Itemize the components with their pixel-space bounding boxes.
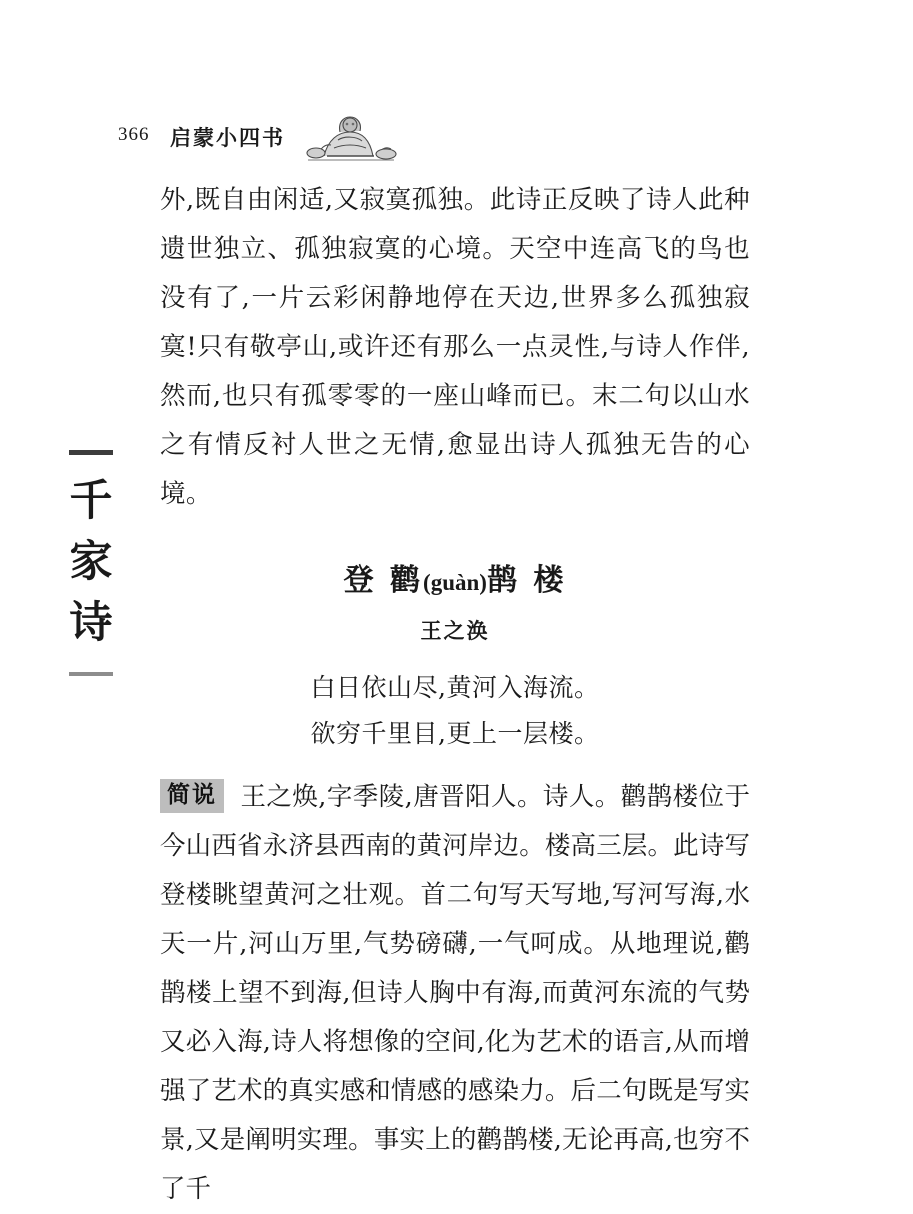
page-number: 366 — [118, 124, 150, 145]
poem-title-prefix: 登 鹳 — [343, 563, 424, 598]
series-char-2: 家 — [69, 537, 113, 588]
series-char-1: 千 — [69, 476, 113, 526]
poem-body — [160, 665, 750, 757]
series-title-vertical — [55, 471, 127, 654]
poem-title-suffix: 鹊 楼 — [486, 563, 567, 598]
poem-title — [160, 555, 750, 599]
poem-line-1: 白日依山尽,黄河入海流。 — [310, 673, 600, 702]
side-rule-bottom — [69, 672, 113, 676]
poem-author: 王之涣 — [420, 618, 490, 643]
side-rule-top — [69, 450, 113, 455]
scholar-illustration-icon — [294, 110, 404, 162]
commentary-block — [160, 773, 750, 1214]
commentary-text: 王之焕,字季陵,唐晋阳人。诗人。鹳鹊楼位于今山西省永济县西南的黄河岸边。楼高三层。此诗写登楼眺望黄河之壮观。首二句写天写地,写河写海,水天一片,河山万里,气势磅礴,一气呵成。从地理说,鹳鹊楼上望不到海,但诗人胸中有海,而黄河东流的气势又必入海,诗人将想像的空间,化为艺术的语言,从而增强了艺术的真实感和情感的感染力。后二句既是写实景,又是阐明实理。事实上的鹳鹊楼,无论再高,也穷不了千 — [160, 782, 750, 1204]
poem-title-pinyin: (guàn) — [423, 570, 487, 595]
book-title: 启蒙小四书 — [170, 125, 285, 150]
body-paragraph-continued: 外,既自由闲适,又寂寞孤独。此诗正反映了诗人此种遗世独立、孤独寂寞的心境。天空中连高飞的鸟也没有了,一片云彩闲静地停在天边,世界多么孤独寂寞!只有敬亭山,或许还有那么一点灵性,与诗人作伴,然而,也只有孤零零的一座山峰而已。末二句以山水之有情反衬人世之无情,愈显出诗人孤独无告的心境。 — [160, 185, 750, 509]
series-char-3: 诗 — [69, 598, 113, 649]
page-header — [118, 112, 818, 160]
poem-line-2: 欲穷千里目,更上一层楼。 — [310, 719, 600, 748]
series-side-tab — [55, 450, 127, 676]
main-text-column — [160, 176, 750, 1214]
commentary-tag: 简说 — [160, 779, 224, 813]
